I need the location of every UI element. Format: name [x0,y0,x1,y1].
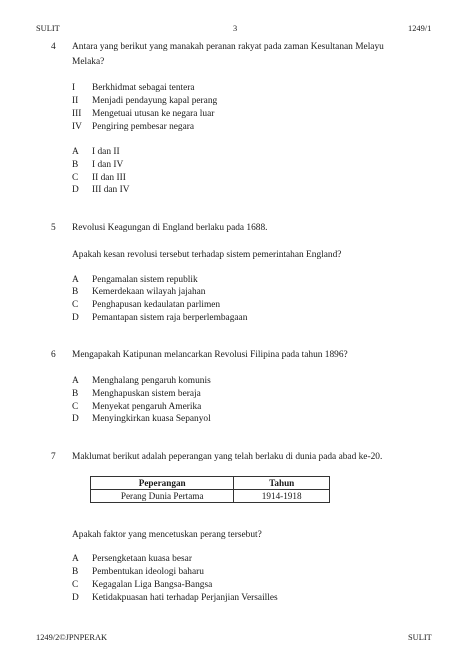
statement-roman: IV [72,122,82,132]
option-text[interactable]: Pembentukan ideologi baharu [92,567,204,577]
question-stem-line: Melaka? [72,57,105,67]
header-sulit: SULIT [36,24,60,33]
war-table [90,476,330,503]
footer-code: 1249/2©JPNPERAK [36,633,108,642]
paper-code: 1249/1 [408,24,432,33]
table-cell: 1914-1918 [234,490,330,503]
statement-roman: III [72,109,82,119]
footer-sulit: SULIT [408,633,432,642]
statement-text: Menjadi pendayung kapal perang [92,96,218,106]
option-letter[interactable]: A [72,554,79,564]
option-letter[interactable]: D [72,185,79,195]
option-letter[interactable]: B [72,389,79,399]
option-letter[interactable]: C [72,402,79,412]
option-text[interactable]: Menyekat pengaruh Amerika [92,402,202,412]
option-text[interactable]: Penghapusan kedaulatan parlimen [92,300,221,310]
option-letter[interactable]: C [72,173,79,183]
question-number: 5 [51,223,56,233]
option-text[interactable]: Kegagalan Liga Bangsa-Bangsa [92,580,213,590]
option-text[interactable]: Menghalang pengaruh komunis [92,376,211,386]
option-letter[interactable]: D [72,593,79,603]
statement-roman: II [72,96,79,106]
question-stem-line: Maklumat berikut adalah peperangan yang telah berlaku di dunia pada abad ke-20. [72,452,383,462]
question-text: Apakah kesan revolusi tersebut terhadap sistem pemerintahan England? [72,250,342,260]
option-text[interactable]: Pemantapan sistem raja berperlembagaan [92,313,248,323]
question-number: 6 [51,350,56,360]
table-header-cell: Peperangan [91,477,234,490]
question-text: Apakah faktor yang mencetuskan perang tersebut? [72,530,262,540]
option-letter[interactable]: A [72,147,79,157]
option-text[interactable]: Menghapuskan sistem beraja [92,389,201,399]
question-stem-line: Revolusi Keagungan di England berlaku pada 1688. [72,223,268,233]
statement-text: Mengetuai utusan ke negara luar [92,109,215,119]
option-letter[interactable]: B [72,287,79,297]
option-text[interactable]: I dan IV [92,160,124,170]
question-number: 7 [51,452,56,462]
option-text[interactable]: Kemerdekaan wilayah jajahan [92,287,206,297]
option-letter[interactable]: C [72,580,79,590]
table-header-row [91,477,330,490]
question-stem-line: Antara yang berikut yang manakah peranan rakyat pada zaman Kesultanan Melayu [72,42,384,52]
option-text[interactable]: Persengketaan kuasa besar [92,554,192,564]
option-text[interactable]: Ketidakpuasan hati terhadap Perjanjian Versailles [92,593,278,603]
option-letter[interactable]: A [72,275,79,285]
table-row [91,490,330,503]
option-letter[interactable]: A [72,376,79,386]
question-number: 4 [51,42,56,52]
statement-roman: I [72,83,76,93]
table-cell: Perang Dunia Pertama [91,490,234,503]
option-letter[interactable]: D [72,414,79,424]
option-text[interactable]: II dan III [92,173,126,183]
option-letter[interactable]: B [72,567,79,577]
option-letter[interactable]: C [72,300,79,310]
option-text[interactable]: I dan II [92,147,120,157]
page-number: 3 [233,24,238,33]
option-letter[interactable]: D [72,313,79,323]
statement-text: Pengiring pembesar negara [92,122,195,132]
statement-text: Berkhidmat sebagai tentera [92,83,195,93]
option-text[interactable]: Pengamalan sistem republik [92,275,198,285]
table-header-cell: Tahun [234,477,330,490]
option-text[interactable]: III dan IV [92,185,130,195]
option-letter[interactable]: B [72,160,79,170]
option-text[interactable]: Menyingkirkan kuasa Sepanyol [92,414,211,424]
question-stem-line: Mengapakah Katipunan melancarkan Revolusi Filipina pada tahun 1896? [72,350,348,360]
